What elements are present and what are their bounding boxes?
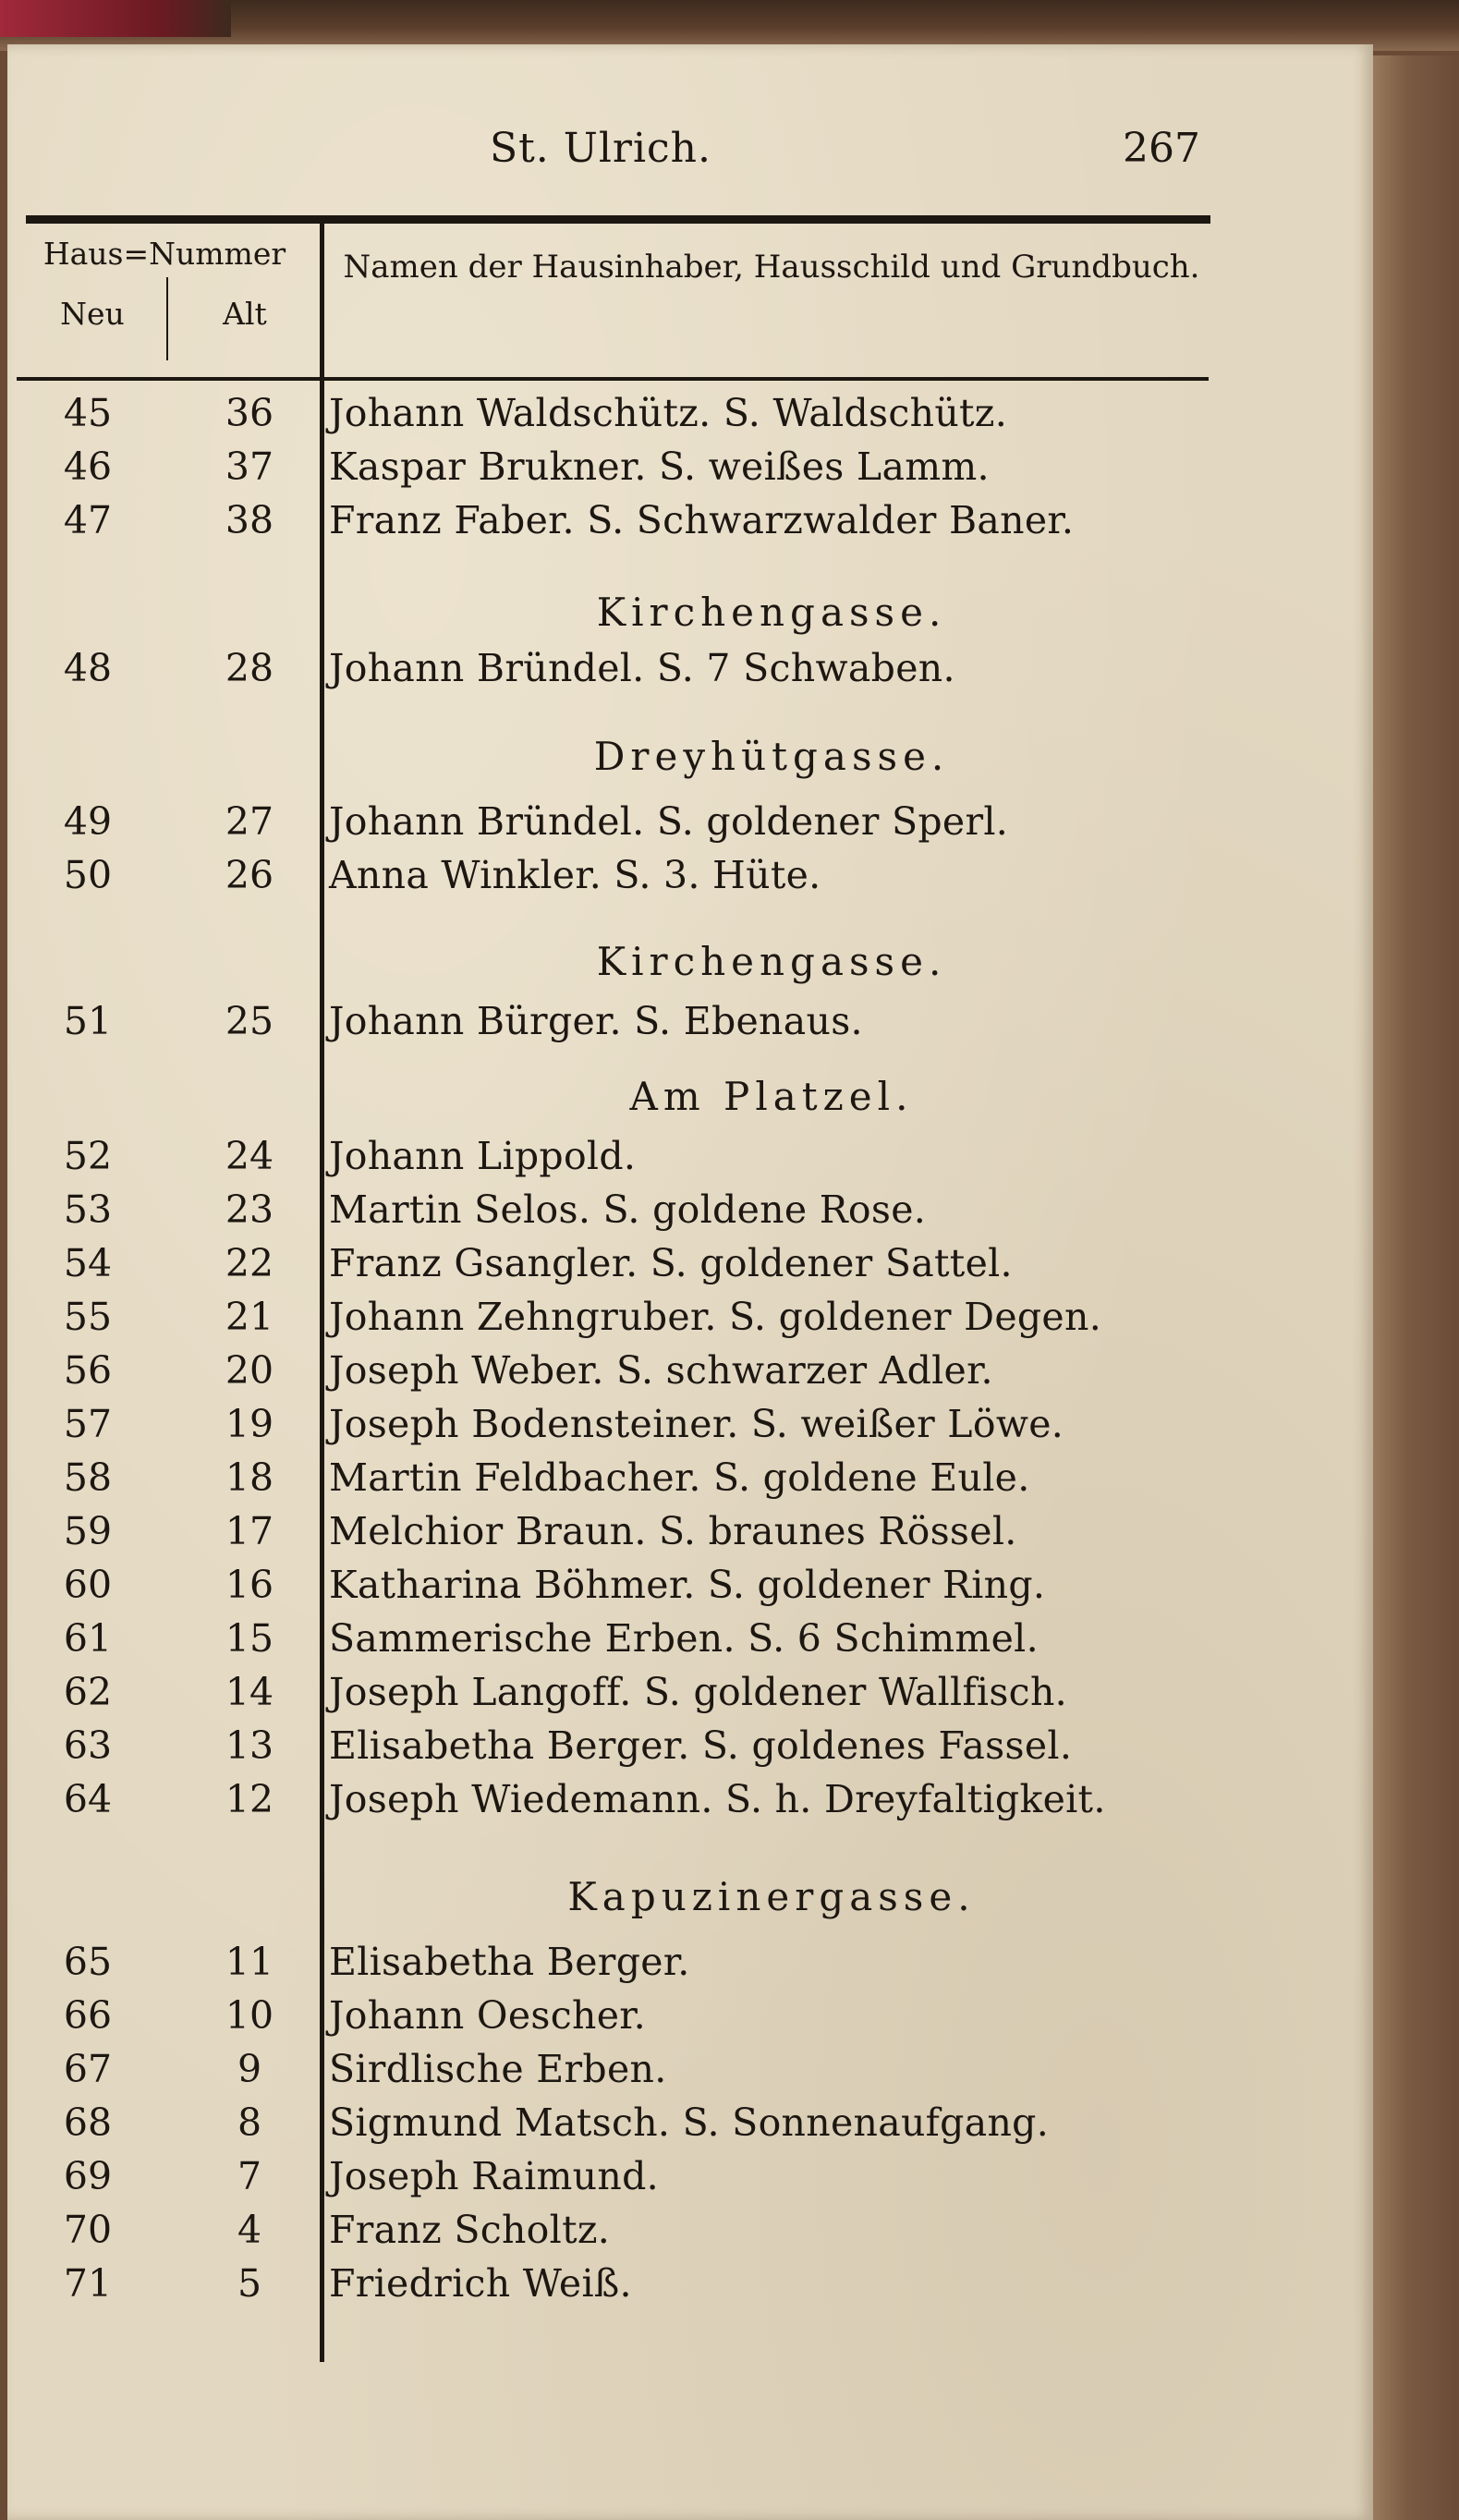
owner-entry: Joseph Weber. S. schwarzer Adler. [329,1348,993,1393]
neu-number: 54 [63,1241,113,1285]
owner-entry: Elisabetha Berger. [329,1940,690,1984]
alt-number: 25 [225,999,274,1043]
alt-number: 26 [225,853,274,897]
neu-number: 67 [63,2047,113,2091]
table-row [0,1451,1238,1504]
owner-entry: Joseph Wiedemann. S. h. Dreyfaltigkeit. [329,1777,1106,1821]
owner-entry: Katharina Böhmer. S. goldener Ring. [329,1563,1046,1607]
neu-number: 49 [63,799,113,844]
neu-number: 58 [63,1455,113,1500]
neu-number: 64 [63,1777,113,1821]
alt-number: 17 [225,1509,274,1553]
owner-entry: Johann Lippold. [329,1134,637,1178]
header-haus-nummer: Haus=Nummer [43,236,286,272]
neu-number: 52 [63,1134,113,1178]
page-stack-edge [1373,55,1459,2520]
owner-entry: Joseph Bodensteiner. S. weißer Löwe. [329,1402,1064,1446]
book-cover-edge [0,0,1459,51]
table-row [0,2149,1238,2203]
neu-number: 66 [63,1993,113,2038]
neu-number: 50 [63,853,113,897]
owner-entry: Sammerische Erben. S. 6 Schimmel. [329,1616,1039,1661]
header-namen: Namen der Hausinhaber, Hausschild und Grundbuch. [343,249,1200,286]
neu-number: 68 [63,2100,113,2145]
table-row [0,2096,1238,2149]
owner-entry: Johann Waldschütz. S. Waldschütz. [329,391,1008,435]
neu-number: 69 [63,2154,113,2198]
neu-number: 61 [63,1616,113,1661]
neu-number: 45 [63,391,113,435]
neu-number: 70 [63,2208,113,2252]
table-row [0,1772,1238,1826]
neu-number: 48 [63,646,113,690]
owner-entry: Joseph Langoff. S. goldener Wallfisch. [329,1670,1067,1714]
owner-entry: Anna Winkler. S. 3. Hüte. [329,853,821,897]
table-row [0,641,1238,695]
alt-number: 37 [225,444,274,489]
alt-number: 16 [225,1563,274,1607]
owner-entry: Kaspar Brukner. S. weißes Lamm. [329,444,990,489]
table-row [0,1558,1238,1612]
table-row [0,994,1238,1048]
owner-entry: Johann Bründel. S. goldener Sperl. [329,799,1009,844]
table-row [0,1183,1238,1236]
alt-number: 14 [225,1670,274,1714]
neu-number: 62 [63,1670,113,1714]
alt-number: 36 [225,391,274,435]
owner-entry: Sirdlische Erben. [329,2047,667,2091]
alt-number: 15 [225,1616,274,1661]
owner-entry: Franz Faber. S. Schwarzwalder Baner. [329,498,1075,542]
neu-number: 65 [63,1940,113,1984]
alt-number: 24 [225,1134,274,1178]
table-row [0,1719,1238,1772]
alt-number: 18 [225,1455,274,1500]
alt-number: 22 [225,1241,274,1285]
table-row [0,1612,1238,1665]
street-heading: Kirchengasse. [596,939,947,984]
owner-entry: Martin Selos. S. goldene Rose. [329,1187,927,1232]
alt-number: 23 [225,1187,274,1232]
table-top-rule [26,215,1210,224]
street-heading: Dreyhütgasse. [593,734,950,779]
neu-number: 56 [63,1348,113,1393]
street-heading: Am Platzel. [629,1074,914,1119]
neu-number: 47 [63,498,113,542]
alt-number: 28 [225,646,274,690]
table-row [0,2203,1238,2257]
neu-number: 51 [63,999,113,1043]
alt-number: 7 [237,2154,262,2198]
owner-entry: Joseph Raimund. [329,2154,659,2198]
owner-entry: Sigmund Matsch. S. Sonnenaufgang. [329,2100,1050,2145]
owner-entry: Elisabetha Berger. S. goldenes Fassel. [329,1723,1073,1768]
neu-number: 53 [63,1187,113,1232]
alt-number: 27 [225,799,274,844]
alt-number: 10 [225,1993,274,2038]
table-row [0,2257,1238,2310]
neu-number: 55 [63,1295,113,1339]
neu-number: 57 [63,1402,113,1446]
street-heading: Kirchengasse. [596,590,947,635]
table-row [0,1397,1238,1451]
table-row [0,795,1238,848]
alt-number: 21 [225,1295,274,1339]
owner-entry: Friedrich Weiß. [329,2261,632,2306]
alt-number: 4 [237,2208,262,2252]
table-row [0,1935,1238,1989]
header-alt: Alt [223,296,267,332]
table-row [0,1236,1238,1290]
table-row [0,493,1238,547]
table-row [0,2042,1238,2096]
owner-entry: Johann Bürger. S. Ebenaus. [329,999,863,1043]
neu-number: 60 [63,1563,113,1607]
alt-number: 9 [237,2047,262,2091]
table-row [0,440,1238,493]
alt-number: 5 [237,2261,262,2306]
table-row [0,1290,1238,1344]
running-title: St. Ulrich. [489,125,712,172]
alt-number: 38 [225,498,274,542]
alt-number: 20 [225,1348,274,1393]
alt-number: 8 [237,2100,262,2145]
owner-entry: Johann Bründel. S. 7 Schwaben. [329,646,955,690]
alt-number: 12 [225,1777,274,1821]
neu-number: 59 [63,1509,113,1553]
page-number: 267 [1123,125,1200,172]
alt-number: 11 [225,1940,274,1984]
neu-number: 63 [63,1723,113,1768]
table-row [0,1989,1238,2042]
owner-entry: Melchior Braun. S. braunes Rössel. [329,1509,1017,1553]
alt-number: 19 [225,1402,274,1446]
table-row [0,1344,1238,1397]
street-heading: Kapuzinergasse. [567,1874,976,1919]
table-row [0,1129,1238,1183]
table-row [0,1504,1238,1558]
table-row [0,848,1238,902]
owner-entry: Johann Oescher. [329,1993,646,2038]
cover-binding-strip [0,0,231,37]
table-row [0,1665,1238,1719]
table-header-rule [17,377,1209,381]
alt-number: 13 [225,1723,274,1768]
owner-entry: Franz Gsangler. S. goldener Sattel. [329,1241,1013,1285]
owner-entry: Martin Feldbacher. S. goldene Eule. [329,1455,1030,1500]
header-neu: Neu [60,296,125,332]
table-row [0,386,1238,440]
owner-entry: Franz Scholtz. [329,2208,611,2252]
header-subdivider [166,277,168,360]
owner-entry: Johann Zehngruber. S. goldener Degen. [329,1295,1102,1339]
neu-number: 46 [63,444,113,489]
neu-number: 71 [63,2261,113,2306]
